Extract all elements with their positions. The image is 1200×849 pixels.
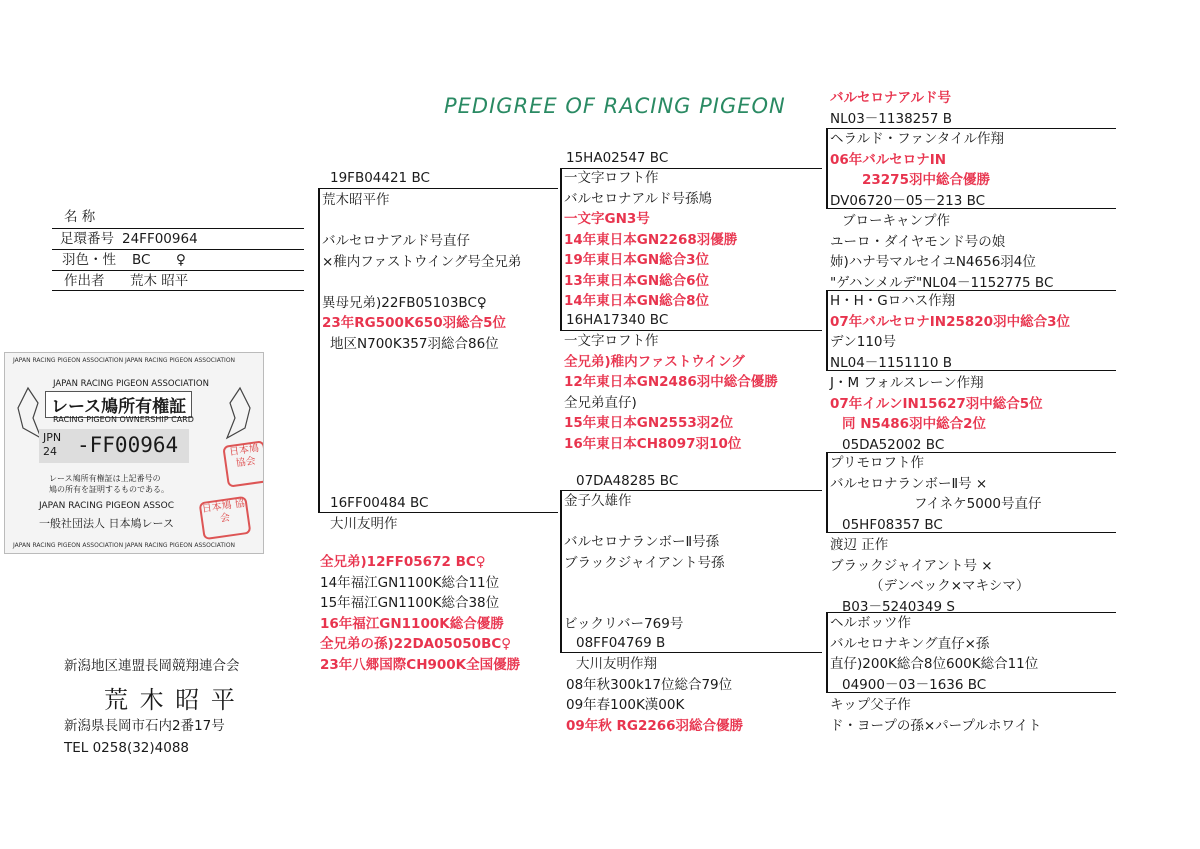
dsd-ring: B03－5240349 S [842, 598, 955, 615]
pedigree-bracket [826, 128, 828, 208]
sds-text: H・H・Gロハス作翔 [830, 293, 956, 309]
sss-block [830, 88, 1053, 293]
dd-text: 09年春100K漢00K [566, 697, 685, 713]
dds-ring: 04900－03－1636 BC [842, 676, 987, 693]
sd-block [564, 331, 778, 454]
card-year: 24 [43, 445, 57, 458]
spacer [564, 594, 725, 615]
sire-highlight: 23年RG500K650羽総合5位 [322, 315, 506, 331]
spacer [564, 512, 725, 533]
ss-text: 一文字ロフト作 [564, 170, 659, 186]
card-subtitle: RACING PIGEON OWNERSHIP CARD [53, 415, 194, 424]
dam-breeder: 大川友明作 [330, 516, 398, 532]
card-country [43, 431, 61, 459]
card-association-jp: 一般社団法人 日本鳩レース [39, 517, 174, 530]
pedigree-bracket [560, 490, 562, 652]
ds-text: ブラックジャイアント号孫 [564, 554, 725, 571]
name-label: 名 称 [64, 209, 96, 225]
pedigree-bracket [826, 290, 828, 370]
sd-highlight: 12年東日本GN2486羽中総合優勝 [564, 374, 778, 390]
ds-text: バルセロナランボーⅡ号孫 [564, 534, 720, 550]
dam-ring: 16FF00484 BC [330, 495, 429, 511]
dss-block [830, 453, 1042, 617]
dam-highlight: 全兄弟の孫)22DA05050BC♀ [320, 636, 512, 652]
sd-ring: 16HA17340 BC [566, 312, 669, 328]
seal-stamp: 日本鳩 協会 [222, 440, 264, 487]
pedigree-bracket [318, 188, 320, 513]
page-title: PEDIGREE OF RACING PIGEON [444, 94, 786, 118]
sd-highlight: 全兄弟)稚内ファストウイング [564, 353, 745, 370]
sss-text: ヘラルド・ファンタイル作翔 [830, 131, 1005, 147]
card-statement-line: 鳩の所有を証明するものである。 [49, 485, 169, 494]
dd-text: 08年秋300k17位総合79位 [566, 676, 733, 693]
spacer [322, 211, 521, 232]
sss-highlight: バルセロナアルド号 [830, 90, 951, 106]
ss-highlight: 14年東日本GN2268羽優勝 [564, 231, 738, 248]
ds-block [564, 491, 725, 635]
dam-highlight: 全兄弟)12FF05672 BC♀ [320, 554, 486, 570]
sire-block [322, 190, 521, 354]
dsd-text: （デンベック×マキシマ） [870, 578, 1030, 594]
dd-block [566, 654, 743, 736]
ring-label: 足環番号 [60, 231, 114, 247]
card-association: JAPAN RACING PIGEON ASSOCIATION [53, 379, 209, 389]
sire-text: バルセロナアルド号直仔 [322, 233, 470, 249]
sire-text: 地区N700K357羽総合86位 [330, 335, 499, 352]
spacer [564, 573, 725, 594]
sire-ring: 19FB04421 BC [330, 170, 430, 186]
card-jpn: JPN [43, 431, 62, 444]
pedigree-bracket [826, 612, 828, 692]
ds-ring: 07DA48285 BC [576, 473, 679, 489]
dds-block [830, 613, 1042, 736]
ssd-text: ユーロ・ダイヤモンド号の娘 [830, 233, 1006, 250]
sss-ring2: DV06720－05－213 BC [830, 192, 986, 209]
sire-text: ×稚内ファストウイング号全兄弟 [322, 253, 522, 270]
ssd-ring: "ゲハンメルデ"NL04－1152775 BC [830, 274, 1054, 291]
color-sex-label: 羽色・性 [62, 252, 116, 268]
sss-ring: NL03－1138257 B [830, 110, 952, 127]
sds-block [830, 291, 1070, 455]
sd-text: 全兄弟直仔) [564, 394, 637, 411]
ss-highlight: 14年東日本GN総合8位 [564, 293, 710, 309]
ss-highlight: 13年東日本GN総合6位 [564, 272, 710, 289]
dds-text: 直仔)200K総合8位600K総合11位 [830, 656, 1039, 672]
ss-highlight: 一文字GN3号 [564, 211, 650, 227]
pedigree-bracket [826, 452, 828, 532]
sex-value: ♀ [176, 252, 186, 268]
card-statement-line: レース鳩所有権証は上記番号の [49, 474, 161, 483]
dam-highlight: 23年八郷国際CH900K全国優勝 [320, 656, 521, 673]
dam-highlight: 16年福江GN1100K総合優勝 [320, 615, 504, 632]
sdd-ring: 05DA52002 BC [842, 436, 945, 453]
dam-text: 15年福江GN1100K総合38位 [320, 595, 500, 611]
sdd-highlight: 07年イルンIN15627羽中総合5位 [830, 395, 1043, 412]
ssd-text: 姉)ハナ号マルセイユN4656羽4位 [830, 254, 1036, 270]
sds-text: デン110号 [830, 334, 896, 350]
sd-highlight: 15年東日本GN2553羽2位 [564, 415, 734, 431]
ds-text: 金子久雄作 [564, 493, 632, 509]
ring-value: 24FF00964 [122, 231, 198, 247]
sss-highlight: 06年バルセロナIN [830, 151, 947, 168]
sss-highlight: 23275羽中総合優勝 [862, 172, 990, 188]
owner-club: 新潟地区連盟長岡競翔連合会 [64, 658, 240, 674]
ownership-card [4, 352, 264, 554]
ss-block [564, 168, 737, 312]
dss-text: フイネケ5000号直仔 [914, 496, 1042, 512]
spacer [322, 272, 521, 293]
dds-text: ヘルボッツ作 [830, 615, 911, 631]
color-value: BC [132, 252, 151, 268]
ss-text: バルセロナアルド号孫鳩 [564, 190, 712, 207]
info-divider [52, 290, 304, 291]
dsd-text: 渡辺 正作 [830, 537, 889, 553]
card-border-text: JAPAN RACING PIGEON ASSOCIATION JAPAN RACING PIGEON ASSOCIATION [13, 542, 236, 549]
dam-text: 14年福江GN1100K総合11位 [320, 574, 500, 591]
ss-ring: 15HA02547 BC [566, 150, 669, 166]
ddd-text: キップ父子作 [830, 697, 911, 713]
pigeon-icon [225, 383, 255, 443]
dss-text: プリモロフト作 [830, 455, 924, 471]
sds-highlight: 07年バルセロナIN25820羽中総合3位 [830, 313, 1070, 330]
dam-block [320, 552, 520, 675]
card-statement [49, 473, 169, 495]
ddd-text: ド・ヨープの孫×パープルホワイト [830, 717, 1042, 734]
sd-highlight: 16年東日本CH8097羽10位 [564, 435, 742, 452]
dd-text: 大川友明作翔 [576, 656, 657, 672]
sd-text: 一文字ロフト作 [564, 333, 659, 349]
pedigree-bracket [560, 168, 562, 330]
breeder-label: 作出者 [64, 273, 105, 289]
owner-address: 新潟県長岡市石内2番17号 [64, 718, 225, 734]
ssd-text: ブローキャンプ作 [842, 213, 950, 229]
card-association-en: JAPAN RACING PIGEON ASSOC [39, 501, 175, 511]
sdd-text: J・M フォルスレーン作翔 [830, 375, 984, 391]
sire-breeder: 荒木昭平作 [322, 192, 390, 208]
sire-text: 異母兄弟)22FB05103BC♀ [322, 294, 487, 311]
ss-highlight: 19年東日本GN総合3位 [564, 252, 710, 268]
owner-name: 荒 木 昭 平 [104, 686, 237, 714]
sdd-highlight: 同 N5486羽中総合2位 [842, 416, 986, 432]
dsd-text: ブラックジャイアント号 × [830, 557, 993, 574]
owner-tel: TEL 0258(32)4088 [64, 740, 190, 756]
sds-ring: NL04－1151110 B [830, 354, 952, 371]
seal-stamp: 日本鳩 協会 [199, 496, 252, 540]
dss-text: バルセロナランボーⅡ号 × [830, 475, 988, 492]
card-border-text: JAPAN RACING PIGEON ASSOCIATION JAPAN RACING PIGEON ASSOCIATION [13, 357, 236, 364]
breeder-value: 荒木 昭平 [130, 273, 189, 289]
dd-highlight: 09年秋 RG2266羽総合優勝 [566, 717, 744, 734]
card-title: レース鳩所有権証 [45, 391, 192, 418]
dss-ring: 05HF08357 BC [842, 516, 943, 533]
card-ring-number: -FF00964 [77, 433, 179, 457]
ds-text: ビックリバー769号 [564, 616, 684, 632]
dds-text: バルセロナキング直仔×孫 [830, 635, 990, 652]
dd-ring: 08FF04769 B [576, 635, 666, 651]
